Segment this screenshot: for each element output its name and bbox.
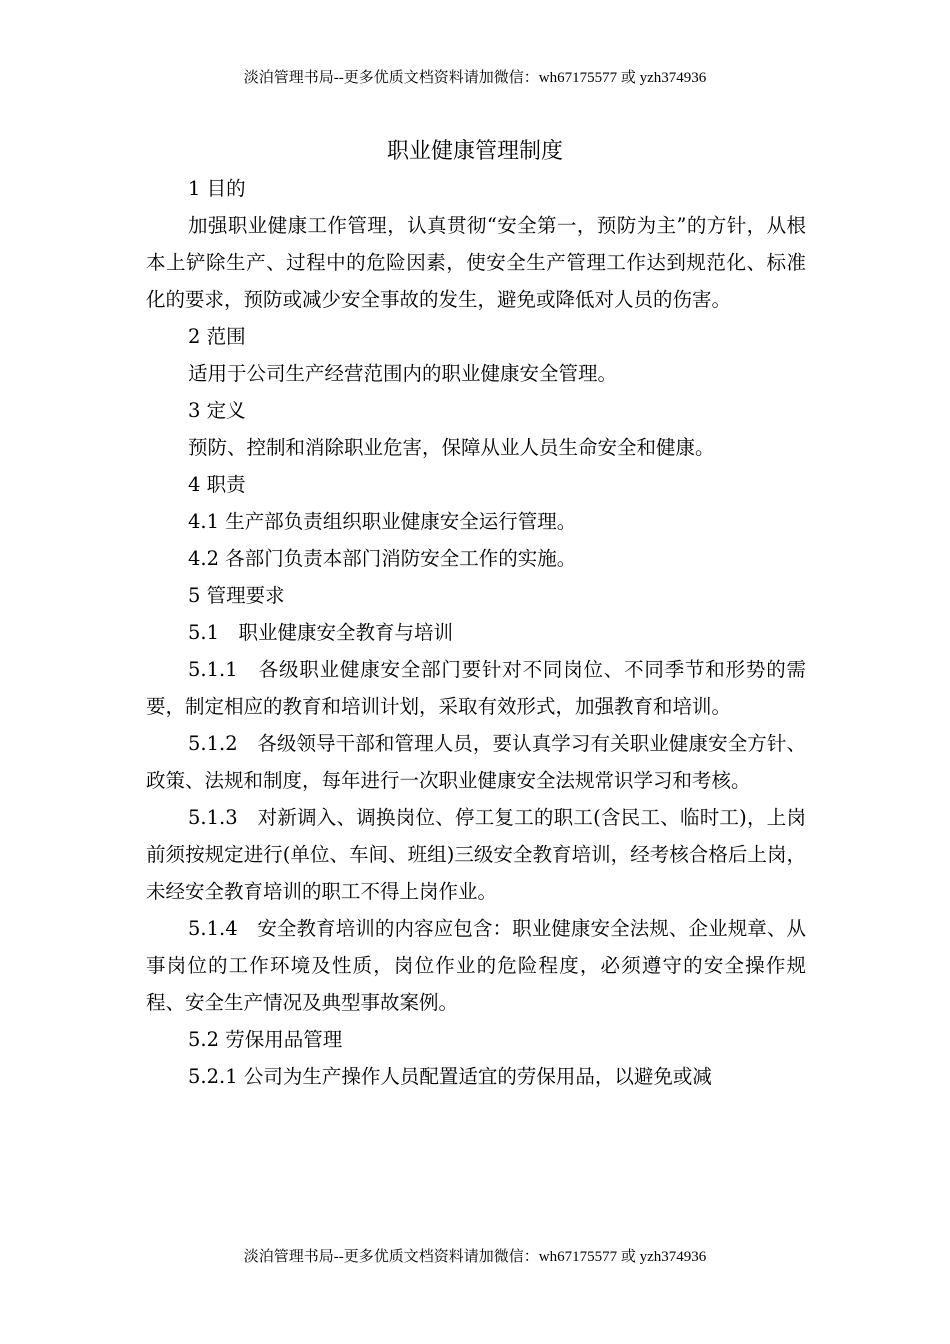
page-header-watermark: 淡泊管理书局--更多优质文档资料请加微信：wh67175577 或 yzh374936 — [243, 70, 707, 86]
section-heading-definition: 3 定义 — [188, 399, 246, 422]
subsection-heading-5-2: 5.2 劳保用品管理 — [188, 1028, 343, 1051]
section-heading-purpose: 1 目的 — [188, 177, 246, 200]
paragraph-5-1-1: 5.1.1 各级职业健康安全部门要针对不同岗位、不同季节和形势的需要，制定相应的教育和培训计划，采取有效形式，加强教育和培训。 — [146, 658, 806, 718]
document-title: 职业健康管理制度 — [386, 139, 563, 164]
subsection-heading-5-1: 5.1 职业健康安全教育与培训 — [188, 621, 454, 644]
paragraph-scope: 适用于公司生产经营范围内的职业健康安全管理。 — [188, 362, 618, 385]
paragraph-5-1-3: 5.1.3 对新调入、调换岗位、停工复工的职工(含民工、临时工)，上岗前须按规定进行(单位、车间、班组)三级安全教育培训，经考核合格后上岗，未经安全教育培训的职工不得上岗作业。 — [146, 806, 806, 903]
section-heading-scope: 2 范围 — [188, 325, 246, 348]
paragraph-4-2: 4.2 各部门负责本部门消防安全工作的实施。 — [188, 547, 577, 570]
paragraph-5-1-2: 5.1.2 各级领导干部和管理人员，要认真学习有关职业健康安全方针、政策、法规和制度，每年进行一次职业健康安全法规常识学习和考核。 — [146, 732, 806, 792]
section-heading-management: 5 管理要求 — [188, 584, 285, 607]
paragraph-4-1: 4.1 生产部负责组织职业健康安全运行管理。 — [188, 510, 577, 533]
paragraph-5-1-4: 5.1.4 安全教育培训的内容应包含：职业健康安全法规、企业规章、从事岗位的工作环境及性质，岗位作业的危险程度，必须遵守的安全操作规程、安全生产情况及典型事故案例。 — [146, 917, 806, 1014]
paragraph-5-2-1: 5.2.1 公司为生产操作人员配置适宜的劳保用品，以避免或减 — [188, 1065, 712, 1088]
paragraph-purpose: 加强职业健康工作管理，认真贯彻“安全第一，预防为主”的方针，从根本上铲除生产、过程中的危险因素，使安全生产管理工作达到规范化、标准化的要求，预防或减少安全事故的发生，避免或降低对人员的伤害。 — [146, 214, 806, 311]
section-heading-responsibility: 4 职责 — [188, 473, 246, 496]
page-footer-watermark: 淡泊管理书局--更多优质文档资料请加微信：wh67175577 或 yzh374936 — [243, 1249, 707, 1265]
document-body — [146, 170, 806, 1095]
paragraph-definition: 预防、控制和消除职业危害，保障从业人员生命安全和健康。 — [188, 436, 715, 459]
